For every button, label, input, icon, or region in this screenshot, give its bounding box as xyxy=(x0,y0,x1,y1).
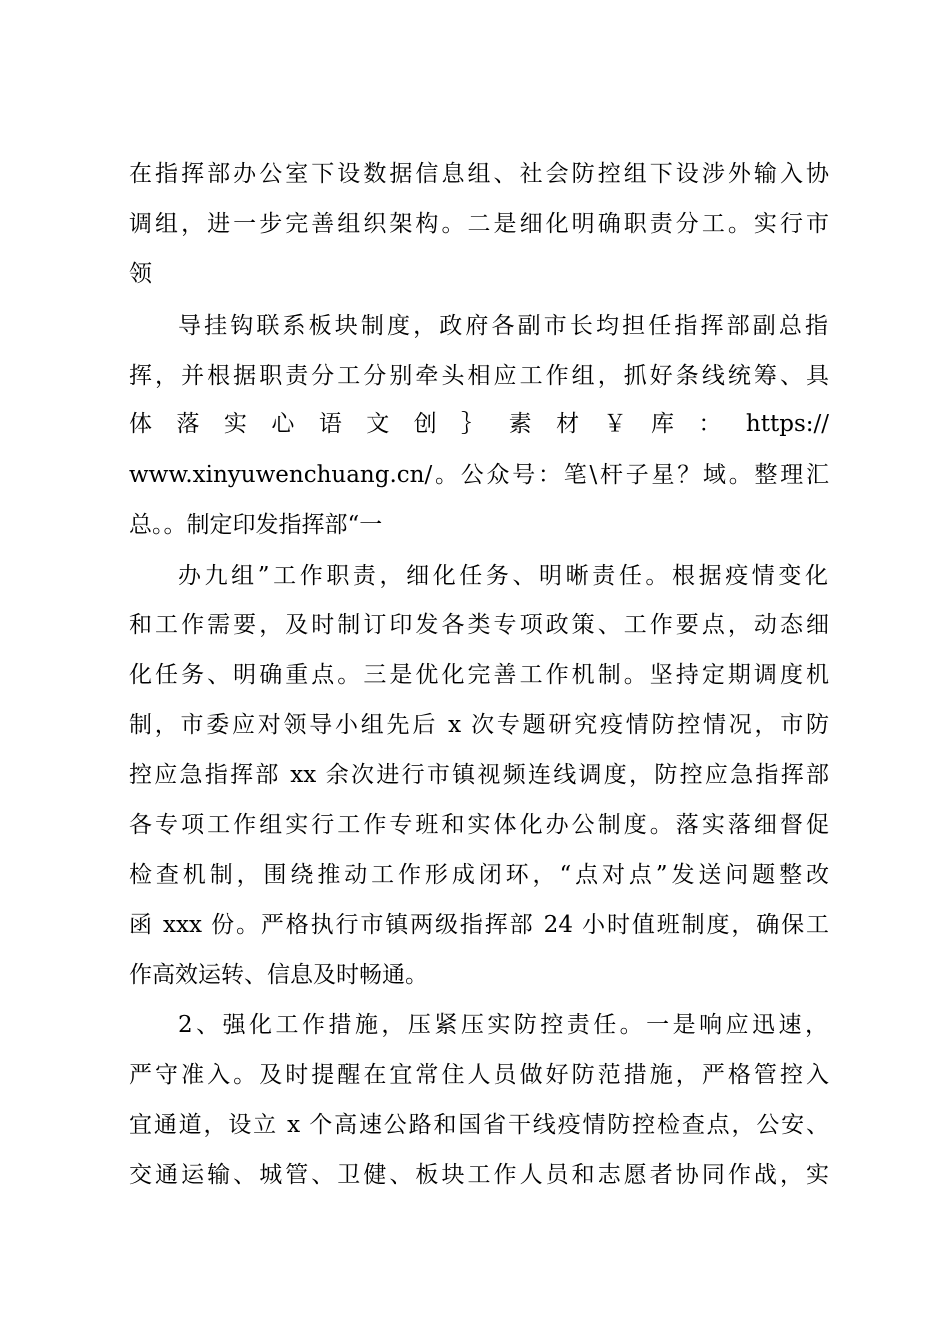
paragraph-2-line-4: www.xinyuwenchuang.cn/。公众号：笔\杆子星？域。整理汇 xyxy=(129,462,829,488)
paragraph-3-line-6: 各专项工作组实行工作专班和实体化办公制度。落实落细督促 xyxy=(129,812,829,838)
paragraph-4-line-2: 严守准入。及时提醒在宜常住人员做好防范措施，严格管控入 xyxy=(129,1062,829,1088)
paragraph-1-line-2: 调组，进一步完善组织架构。二是细化明确职责分工。实行市 xyxy=(129,211,829,237)
paragraph-2-line-1: 导挂钩联系板块制度，政府各副市长均担任指挥部副总指 xyxy=(178,313,828,339)
paragraph-1-line-1: 在指挥部办公室下设数据信息组、社会防控组下设涉外输入协 xyxy=(129,161,829,187)
paragraph-3-line-1: 办九组”工作职责，细化任务、明晰责任。根据疫情变化 xyxy=(178,563,828,589)
paragraph-3-line-9: 作高效运转、信息及时畅通。 xyxy=(129,962,428,988)
paragraph-4-line-4: 交通运输、城管、卫健、板块工作人员和志愿者协同作战，实 xyxy=(129,1162,829,1188)
paragraph-4-line-3: 宜通道，设立 x 个高速公路和国省干线疫情防控检查点，公安、 xyxy=(129,1112,829,1138)
paragraph-3-line-7: 检查机制，围绕推动工作形成闭环，“点对点”发送问题整改 xyxy=(129,862,829,888)
paragraph-2-line-3: 体 落 实 心 语 文 创 ｝ 素 材 ￥ 库 ： https:// xyxy=(129,411,829,437)
paragraph-2-line-5: 总。。制定印发指挥部“一 xyxy=(129,512,383,538)
paragraph-3-line-3: 化任务、明确重点。三是优化完善工作机制。坚持定期调度机 xyxy=(129,662,829,688)
paragraph-4-line-1: 2、强化工作措施，压紧压实防控责任。一是响应迅速， xyxy=(178,1012,828,1038)
paragraph-3-line-5: 控应急指挥部 xx 余次进行市镇视频连线调度，防控应急指挥部 xyxy=(129,762,829,788)
paragraph-2-line-2: 挥，并根据职责分工分别牵头相应工作组，抓好条线统筹、具 xyxy=(129,363,829,389)
paragraph-3-line-8: 函 xxx 份。严格执行市镇两级指挥部 24 小时值班制度，确保工 xyxy=(129,912,829,938)
paragraph-3-line-4: 制，市委应对领导小组先后 x 次专题研究疫情防控情况，市防 xyxy=(129,712,829,738)
paragraph-3-line-2: 和工作需要，及时制订印发各类专项政策、工作要点，动态细 xyxy=(129,612,829,638)
paragraph-1-line-3: 领 xyxy=(129,261,152,287)
